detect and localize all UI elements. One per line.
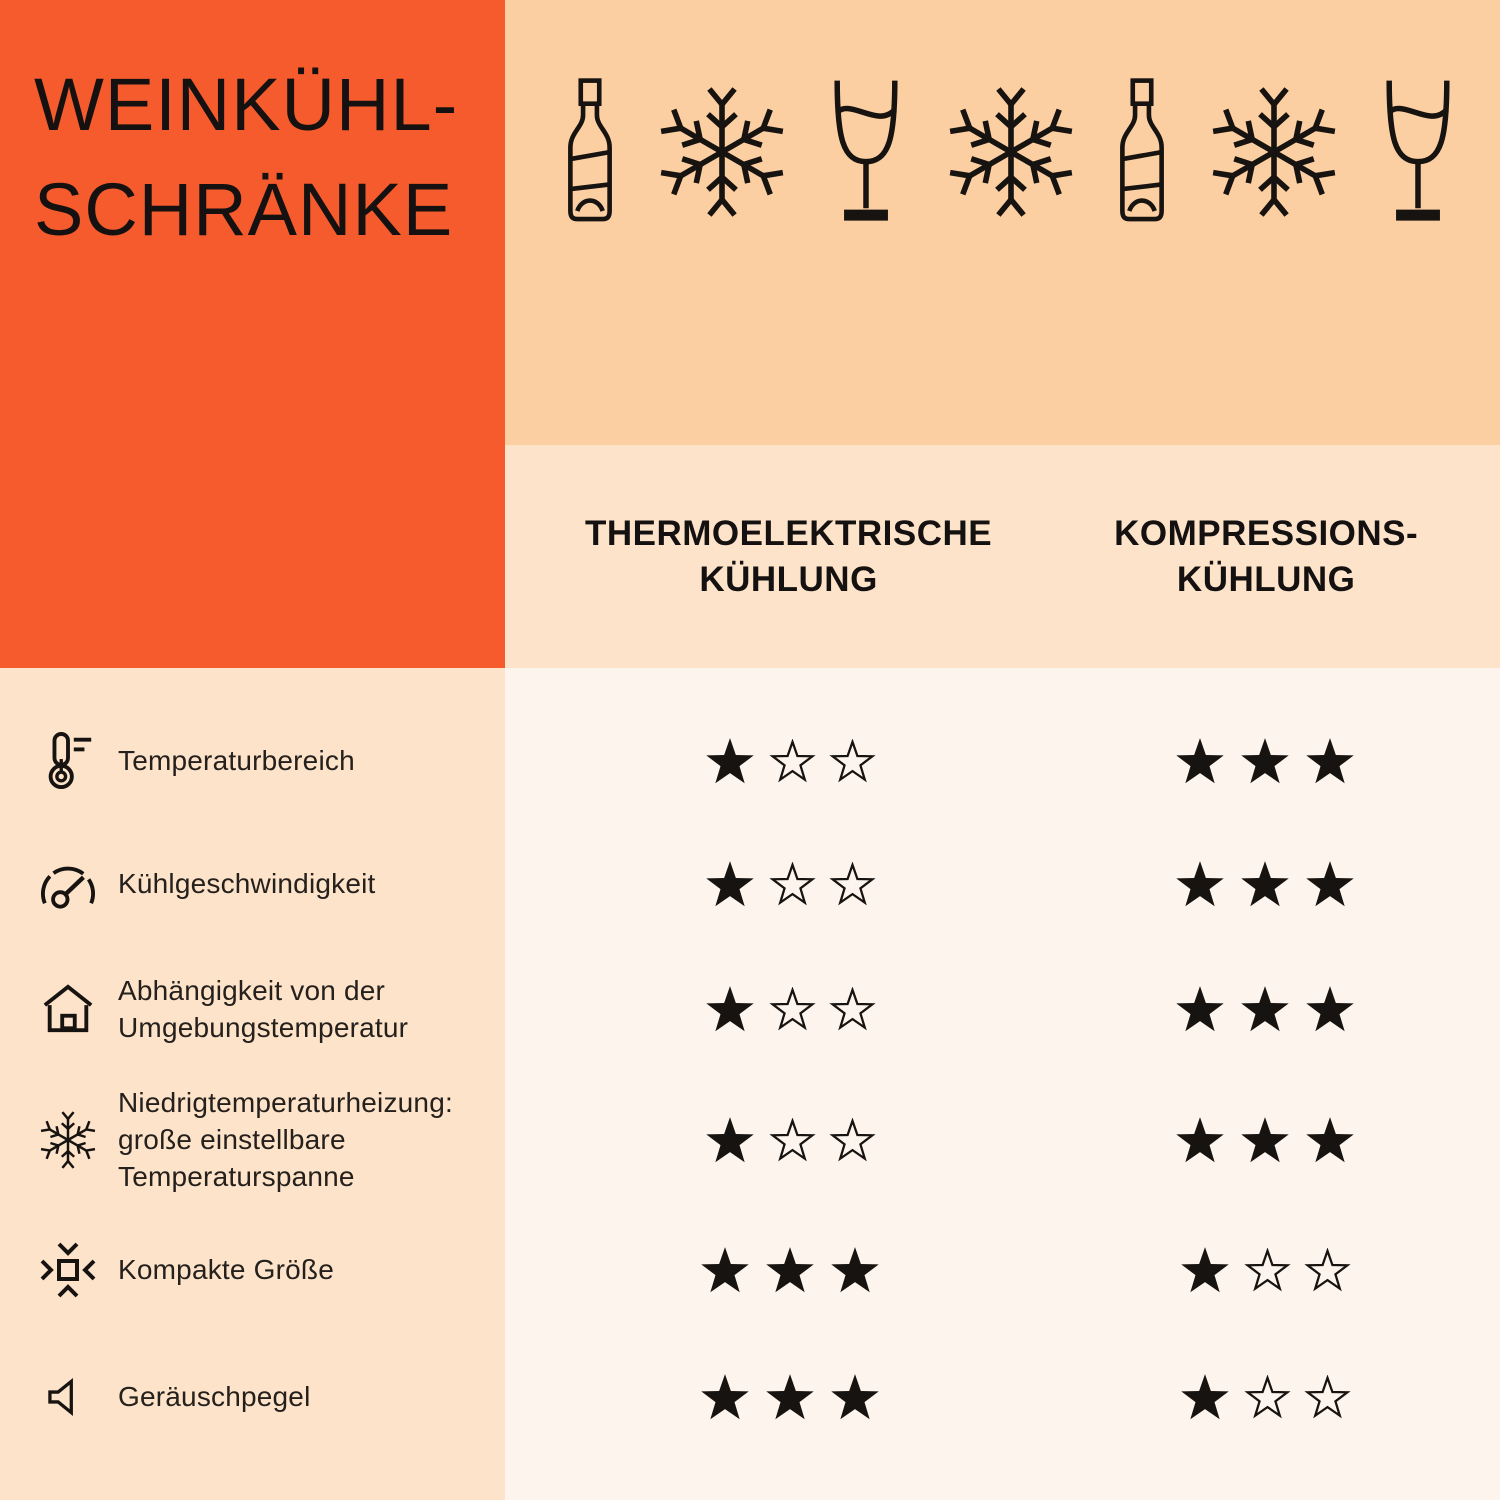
rating-thermoelectric bbox=[505, 823, 1075, 945]
rating-compression bbox=[1075, 698, 1455, 823]
rating-thermoelectric bbox=[505, 1206, 1075, 1334]
star-outline-icon bbox=[1244, 1248, 1291, 1292]
star-filled-icon bbox=[1304, 1116, 1356, 1164]
star-filled-icon bbox=[829, 1246, 881, 1294]
header-icon-band bbox=[505, 0, 1500, 445]
column-header-compression: KOMPRESSIONS- KÜHLUNG bbox=[1114, 514, 1419, 599]
snowflake-icon bbox=[941, 82, 1081, 222]
star-outline-icon bbox=[1244, 1375, 1291, 1419]
star-filled-icon bbox=[764, 1373, 816, 1421]
rating-compression bbox=[1075, 1334, 1455, 1460]
rating-compression bbox=[1075, 823, 1455, 945]
star-filled-icon bbox=[699, 1246, 751, 1294]
page-title: WEINKÜHL- SCHRÄNKE bbox=[34, 63, 459, 252]
table-row bbox=[0, 668, 1500, 823]
speaker-icon bbox=[36, 1370, 100, 1424]
star-outline-icon bbox=[829, 739, 876, 783]
star-outline-icon bbox=[769, 987, 816, 1031]
star-filled-icon bbox=[704, 860, 756, 908]
rating-thermoelectric bbox=[505, 698, 1075, 823]
rating-thermoelectric bbox=[505, 945, 1075, 1073]
star-filled-icon bbox=[1239, 860, 1291, 908]
rating-thermoelectric bbox=[505, 1073, 1075, 1206]
star-outline-icon bbox=[829, 1118, 876, 1162]
star-filled-icon bbox=[699, 1373, 751, 1421]
star-filled-icon bbox=[704, 985, 756, 1033]
star-filled-icon bbox=[1304, 860, 1356, 908]
star-outline-icon bbox=[769, 862, 816, 906]
row-label: Abhängigkeit von der Umgebungstemperatur bbox=[118, 974, 409, 1043]
row-label: Kompakte Größe bbox=[118, 1254, 334, 1286]
star-filled-icon bbox=[1174, 1116, 1226, 1164]
row-label: Niedrigtemperaturheizung: große einstellbare Temperaturspanne bbox=[118, 1086, 453, 1193]
column-header-thermoelectric: THERMOELEKTRISCHE KÜHLUNG bbox=[585, 514, 993, 599]
star-filled-icon bbox=[1174, 985, 1226, 1033]
table-row bbox=[0, 945, 1500, 1073]
star-outline-icon bbox=[1304, 1375, 1351, 1419]
star-filled-icon bbox=[1174, 860, 1226, 908]
column-header-band bbox=[505, 445, 1500, 668]
star-filled-icon bbox=[1174, 737, 1226, 785]
house-icon bbox=[36, 982, 100, 1036]
star-filled-icon bbox=[1179, 1246, 1231, 1294]
table-row bbox=[0, 1206, 1500, 1334]
table-row bbox=[0, 1073, 1500, 1206]
row-label: Geräuschpegel bbox=[118, 1381, 311, 1413]
star-filled-icon bbox=[704, 737, 756, 785]
wine-bottle-icon bbox=[1107, 76, 1177, 226]
compress-icon bbox=[36, 1240, 100, 1300]
snowflake-icon bbox=[36, 1109, 100, 1171]
star-filled-icon bbox=[1179, 1373, 1231, 1421]
wine-glass-icon bbox=[818, 76, 914, 228]
star-filled-icon bbox=[829, 1373, 881, 1421]
star-outline-icon bbox=[829, 862, 876, 906]
snowflake-icon bbox=[652, 82, 792, 222]
speedometer-icon bbox=[36, 857, 100, 911]
rating-compression bbox=[1075, 1206, 1455, 1334]
thermometer-icon bbox=[36, 730, 100, 792]
star-outline-icon bbox=[1304, 1248, 1351, 1292]
star-filled-icon bbox=[764, 1246, 816, 1294]
wine-glass-icon bbox=[1370, 76, 1466, 228]
wine-bottle-icon bbox=[555, 76, 625, 226]
rating-thermoelectric bbox=[505, 1334, 1075, 1460]
star-filled-icon bbox=[1304, 985, 1356, 1033]
star-outline-icon bbox=[829, 987, 876, 1031]
star-filled-icon bbox=[704, 1116, 756, 1164]
star-filled-icon bbox=[1239, 1116, 1291, 1164]
star-filled-icon bbox=[1304, 737, 1356, 785]
table-row bbox=[0, 1334, 1500, 1500]
star-outline-icon bbox=[769, 739, 816, 783]
star-filled-icon bbox=[1239, 737, 1291, 785]
snowflake-icon bbox=[1204, 82, 1344, 222]
comparison-table bbox=[0, 668, 1500, 1500]
star-outline-icon bbox=[769, 1118, 816, 1162]
rating-compression bbox=[1075, 1073, 1455, 1206]
row-label: Kühlgeschwindigkeit bbox=[118, 868, 376, 900]
table-row bbox=[0, 823, 1500, 945]
row-label: Temperaturbereich bbox=[118, 744, 355, 776]
rating-compression bbox=[1075, 945, 1455, 1073]
star-filled-icon bbox=[1239, 985, 1291, 1033]
title-block bbox=[0, 0, 505, 668]
